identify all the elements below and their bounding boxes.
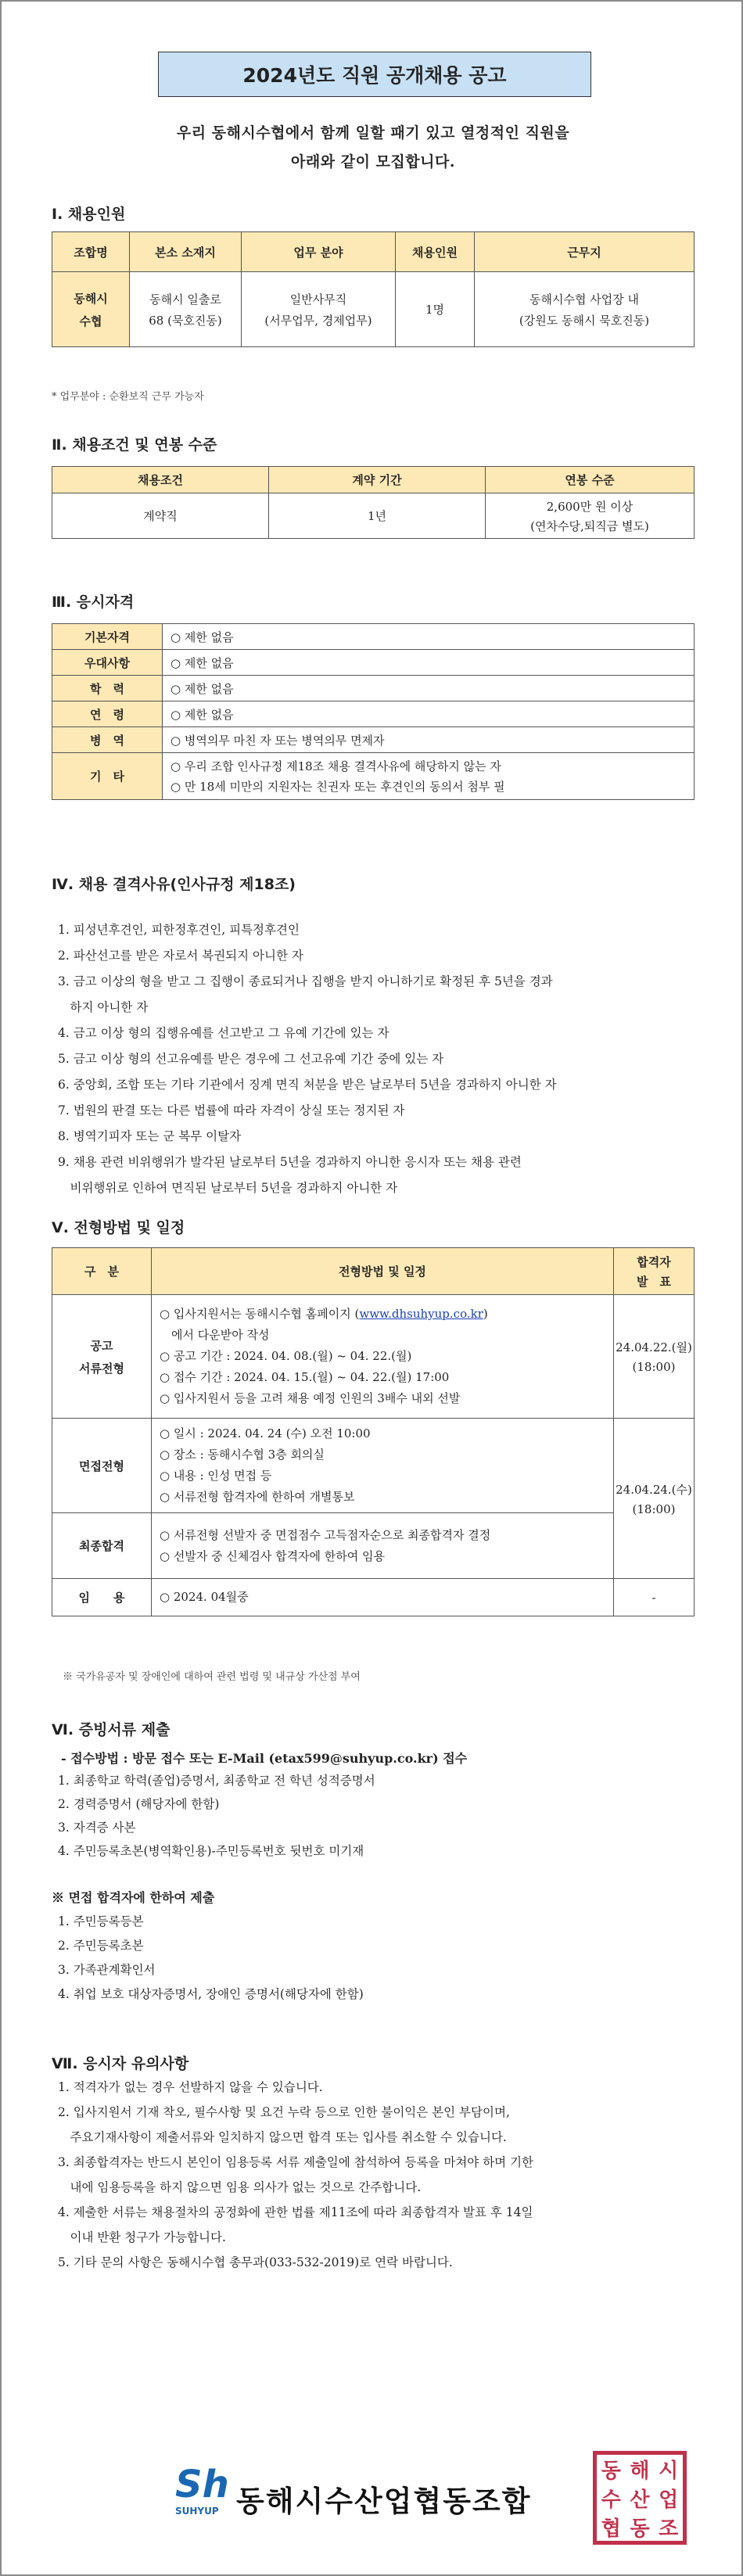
seal-char: 산: [630, 2488, 650, 2512]
stage-label-line: 공고: [90, 1338, 113, 1353]
organization-name: 동해시수산업협동조합: [236, 2485, 532, 2518]
stage-label: [52, 1295, 152, 1419]
list-item: 4. 금고 이상 형의 집행유예를 선고받고 그 유예 기간에 있는 자: [58, 1026, 389, 1040]
method-line: ○ 서류전형 합격자에 한하여 개별통보: [160, 1490, 355, 1504]
recruit-count-table: [52, 231, 695, 347]
condition-cell: 계약직: [52, 493, 269, 539]
qual-value: ○ 제한 없음: [163, 624, 695, 650]
method-line: ○ 공고 기간 : 2024. 04. 08.(월) ~ 04. 22.(월): [160, 1349, 412, 1363]
announce-cell: [614, 1419, 695, 1579]
list-item: 5. 금고 이상 형의 선고유예를 받은 경우에 그 선고유예 기간 중에 있는 자: [58, 1052, 444, 1066]
list-item: 2. 입사지원서 기재 착오, 필수사항 및 요건 누락 등으로 인한 불이익은 본인 부담이며,: [58, 2105, 510, 2119]
interview-docs-heading: ※ 면접 합격자에 한하여 제출: [52, 1890, 215, 1905]
list-item: 4. 주민등록초본(병역확인용)-주민등록번호 뒷번호 미기재: [58, 1844, 364, 1858]
homepage-link[interactable]: www.dhsuhyup.co.kr: [359, 1307, 483, 1321]
section-6-heading: Ⅵ. 증빙서류 제출: [52, 1721, 170, 1738]
announce-line: 24.04.22.(월): [616, 1340, 692, 1354]
col-header: 전형방법 및 일정: [152, 1248, 614, 1295]
col-header: 채용조건: [52, 467, 269, 493]
col-header: 조합명: [52, 232, 130, 272]
stage-method: [152, 1579, 614, 1616]
field-line: 일반사무직: [289, 292, 347, 307]
list-item: 3. 가족관계확인서: [58, 1963, 156, 1977]
logo-subtext: SUHYUP: [175, 2506, 219, 2517]
salary-line: (연차수당,퇴직금 별도): [530, 518, 649, 533]
seal-char: 협: [601, 2517, 621, 2541]
list-item: 1. 적격자가 없는 경우 선발하지 않을 수 있습니다.: [58, 2080, 323, 2094]
seal-char: 업: [659, 2488, 679, 2512]
list-item: 비위행위로 인하여 면직된 날로부터 5년을 경과하지 아니한 자: [58, 1181, 398, 1195]
qual-label: 병 역: [52, 727, 163, 753]
section-1-note: * 업무분야 : 순환보직 근무 가능자: [52, 391, 204, 403]
announce-cell: [614, 1295, 695, 1419]
qual-value: ○ 제한 없음: [163, 650, 695, 676]
seal-char: 조: [659, 2517, 679, 2541]
qual-value: ○ 병역의무 마친 자 또는 병역의무 면제자: [163, 727, 695, 753]
sh-logo-icon: Sh: [175, 2463, 229, 2506]
addr-line: 동해시 일출로: [149, 292, 221, 307]
list-item: 2. 파산선고를 받은 자로서 복권되지 아니한 자: [58, 949, 303, 963]
list-item: 내에 임용등록을 하지 않으면 임용 의사가 없는 것으로 간주합니다.: [58, 2180, 422, 2194]
seal-char: 해: [630, 2459, 650, 2483]
method-line: ○ 장소 : 동해시수협 3층 회의실: [160, 1448, 325, 1462]
list-item: 3. 자격증 사본: [58, 1821, 136, 1835]
list-item: 3. 금고 이상의 형을 받고 그 집행이 종료되거나 집행을 받지 아니하기로 확정된 후 5년을 경과: [58, 974, 553, 988]
stage-label: [52, 1513, 152, 1579]
schedule-table: [52, 1247, 695, 1616]
notice-title: 2024년도 직원 공개채용 공고: [158, 52, 591, 97]
field-line: (서무업무, 경제업무): [264, 313, 372, 328]
qualification-table: [52, 623, 695, 800]
conditions-table: [52, 466, 695, 539]
method-line: ○ 선발자 중 신체검사 합격자에 한하여 임용: [160, 1548, 386, 1563]
list-item: 5. 기타 문의 사항은 동해시수협 총무과(033-532-2019)로 연락 바랍니다.: [58, 2255, 453, 2269]
stage-label-line: 면접전형: [79, 1458, 124, 1473]
list-item: 6. 중앙회, 조합 또는 기타 기관에서 징계 면직 처분을 받은 날로부터 5년을 경과하지 아니한 자: [58, 1078, 557, 1092]
method-line: ○ 서류전형 선발자 중 면접점수 고득점자순으로 최종합격자 결정: [160, 1527, 491, 1542]
list-item: 2. 주민등록초본: [58, 1939, 144, 1953]
stage-label-line: 서류전형: [79, 1361, 124, 1376]
qual-label: 기 타: [52, 753, 163, 800]
intro-line-2: 아래와 같이 모집합니다.: [291, 153, 455, 170]
col-header: [614, 1248, 695, 1295]
method-line: ○ 2024. 04월중: [160, 1590, 249, 1604]
place-cell: [475, 272, 695, 347]
method-line: [160, 1304, 605, 1325]
list-item: 1. 최종학교 학력(졸업)증명서, 최종학교 전 학년 성적증명서: [58, 1774, 375, 1788]
col-header: 본소 소재지: [130, 232, 242, 272]
stage-label-line: 임 용: [78, 1591, 125, 1605]
section-7-heading: Ⅶ. 응시자 유의사항: [52, 2055, 189, 2072]
seal-char: 동: [601, 2459, 621, 2483]
section-4-heading: Ⅳ. 채용 결격사유(인사규정 제18조): [52, 876, 296, 893]
salary-cell: [486, 493, 695, 539]
announce-cell: -: [614, 1579, 695, 1616]
method-line: ○ 내용 : 인성 면접 등: [160, 1469, 272, 1483]
method-line: ○ 접수 기간 : 2024. 04. 15.(월) ~ 04. 22.(월) 17:00: [160, 1370, 450, 1384]
qual-label: 학 력: [52, 676, 163, 701]
col-header: 구 분: [52, 1248, 152, 1295]
intro-line-1: 우리 동해시수협에서 함께 일할 패기 있고 열정적인 직원을: [176, 124, 570, 142]
section-5-note: ※ 국가유공자 및 장애인에 대하여 관련 법령 및 내규상 가산점 부여: [63, 1671, 361, 1683]
col-header: 계약 기간: [269, 467, 486, 493]
method-text: ○ 입사지원서는 동해시수협 홈페이지 (: [160, 1307, 360, 1321]
announce-line: (18:00): [632, 1360, 676, 1374]
section-2-heading: Ⅱ. 채용조건 및 연봉 수준: [52, 436, 217, 454]
list-item: 주요기재사항이 제출서류와 일치하지 않으면 합격 또는 입사를 취소할 수 있습니다.: [58, 2130, 507, 2144]
stage-label: [52, 1579, 152, 1616]
seal-char: 수: [601, 2488, 621, 2512]
org-cell: [52, 272, 130, 347]
list-item: 7. 법원의 판결 또는 다른 법률에 따라 자격이 상실 또는 정지된 자: [58, 1103, 405, 1118]
place-line: (강원도 동해시 묵호진동): [519, 313, 650, 328]
stage-method: [152, 1513, 614, 1579]
official-seal: [593, 2451, 687, 2545]
method-line: ○ 일시 : 2024. 04. 24 (수) 오전 10:00: [160, 1426, 371, 1440]
announce-line: 24.04.24.(수): [616, 1482, 692, 1497]
submission-method: - 접수방법 : 방문 접수 또는 E-Mail (etax599@suhyup.co.kr) 접수: [61, 1751, 468, 1766]
announce-line: (18:00): [632, 1501, 676, 1516]
count-cell: 1명: [396, 272, 475, 347]
list-item: 9. 채용 관련 비위행위가 발각된 날로부터 5년을 경과하지 아니한 응시자 또는 채용 관련: [58, 1155, 522, 1169]
section-3-heading: Ⅲ. 응시자격: [52, 594, 135, 611]
org-line: 동해시: [74, 291, 108, 306]
list-item: 2. 경력증명서 (해당자에 한함): [58, 1797, 220, 1811]
qual-label: 연 령: [52, 701, 163, 727]
qual-value: ○ 제한 없음: [163, 701, 695, 727]
qual-line: ○ 우리 조합 인사규정 제18조 채용 결격사유에 해당하지 않는 자: [170, 759, 501, 773]
list-item: 하지 아니한 자: [58, 1000, 149, 1014]
period-cell: 1년: [269, 493, 486, 539]
section-1-heading: Ⅰ. 채용인원: [52, 206, 126, 223]
list-item: 4. 취업 보호 대상자증명서, 장애인 증명서(해당자에 한함): [58, 1987, 364, 2001]
col-header: 채용인원: [396, 232, 475, 272]
field-cell: [242, 272, 396, 347]
col-header: 근무지: [475, 232, 695, 272]
list-item: 1. 피성년후견인, 피한정후견인, 피특정후견인: [58, 923, 300, 937]
org-line: 수협: [79, 314, 102, 328]
qual-value: [163, 753, 695, 800]
list-item: 이내 반환 청구가 가능합니다.: [58, 2230, 226, 2244]
method-line: 에서 다운받아 작성: [160, 1328, 270, 1342]
list-item: 8. 병역기피자 또는 군 복무 이탈자: [58, 1129, 242, 1143]
announce-header-line: 합격자: [637, 1254, 671, 1269]
list-item: 3. 최종합격자는 반드시 본인이 임용등록 서류 제출일에 참석하여 등록을 마쳐야 하며 기한: [58, 2155, 534, 2169]
suhyup-logo: [175, 2465, 230, 2528]
stage-label-line: 최종합격: [79, 1539, 124, 1553]
col-header: 연봉 수준: [486, 467, 695, 493]
method-text: ): [483, 1307, 488, 1321]
stage-method: [152, 1295, 614, 1419]
stage-label: [52, 1419, 152, 1513]
col-header: 업무 분야: [242, 232, 396, 272]
stage-method: [152, 1419, 614, 1513]
list-item: 1. 주민등록등본: [58, 1914, 144, 1928]
seal-char: 시: [659, 2459, 679, 2483]
qual-value: ○ 제한 없음: [163, 676, 695, 701]
method-line: ○ 입사지원서 등을 고려 채용 예정 인원의 3배수 내외 선발: [160, 1391, 461, 1405]
section-5-heading: Ⅴ. 전형방법 및 일정: [52, 1219, 185, 1236]
place-line: 동해시수협 사업장 내: [529, 292, 639, 307]
seal-char: 동: [630, 2517, 650, 2541]
qual-label: 기본자격: [52, 624, 163, 650]
announce-header-line: 발 표: [637, 1274, 671, 1289]
qual-line: ○ 만 18세 미만의 지원자는 친권자 또는 후견인의 동의서 첨부 필: [170, 780, 505, 794]
qual-label: 우대사항: [52, 650, 163, 676]
list-item: 4. 제출한 서류는 채용절차의 공정화에 관한 법률 제11조에 따라 최종합격자 발표 후 14일: [58, 2205, 533, 2219]
addr-cell: [130, 272, 242, 347]
salary-line: 2,600만 원 이상: [546, 499, 634, 514]
addr-line: 68 (묵호진동): [149, 313, 222, 328]
